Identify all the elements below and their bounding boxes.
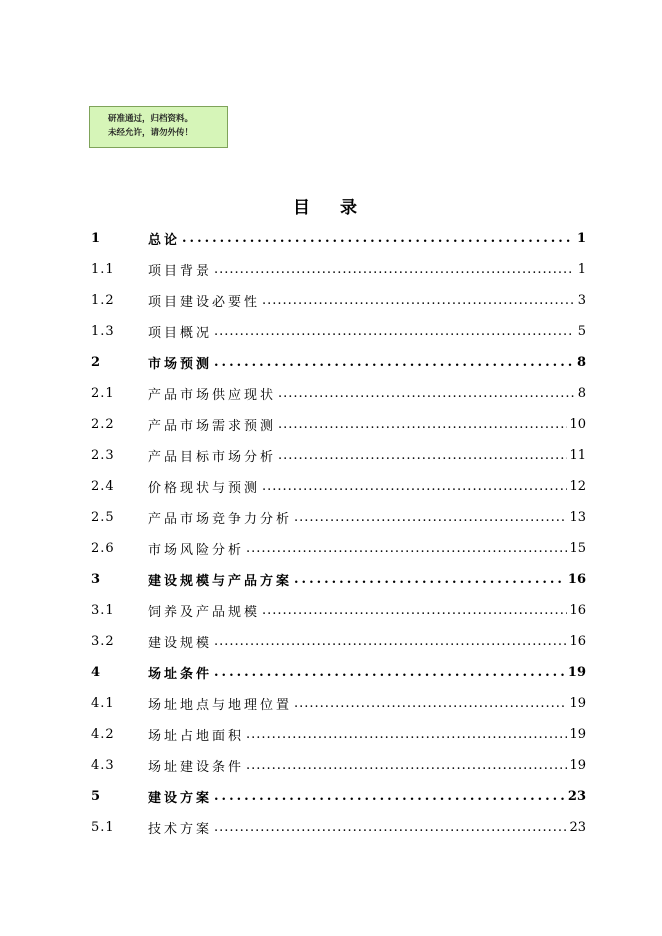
toc-entry-page: 1 xyxy=(577,262,586,277)
toc-leader-dots xyxy=(262,293,574,308)
toc-entry-page: 13 xyxy=(569,510,586,525)
toc-entry-title: 场址占地面积 xyxy=(148,729,245,744)
toc-section-entry[interactable] xyxy=(91,409,586,440)
table-of-contents xyxy=(91,223,586,843)
toc-section-entry[interactable] xyxy=(91,471,586,502)
toc-entry-page: 16 xyxy=(569,634,586,649)
toc-entry-title: 产品市场需求预测 xyxy=(148,419,277,434)
toc-entry-number: 1.1 xyxy=(91,262,115,277)
toc-leader-dots xyxy=(214,820,567,835)
toc-entry-number: 3 xyxy=(91,572,102,587)
toc-entry-number: 3.2 xyxy=(91,634,115,649)
toc-entry-title: 饲养及产品规模 xyxy=(148,605,261,620)
toc-leader-dots xyxy=(262,603,567,618)
toc-entry-title: 总论 xyxy=(148,233,181,248)
toc-entry-title: 场址建设条件 xyxy=(148,760,245,775)
toc-leader-dots xyxy=(246,541,567,556)
toc-chapter-entry[interactable] xyxy=(91,223,586,254)
toc-section-entry[interactable] xyxy=(91,502,586,533)
toc-leader-dots xyxy=(182,231,574,246)
toc-section-entry[interactable] xyxy=(91,688,586,719)
toc-entry-title: 价格现状与预测 xyxy=(148,481,261,496)
toc-leader-dots xyxy=(262,479,567,494)
toc-entry-page: 19 xyxy=(567,665,586,680)
toc-entry-title: 产品目标市场分析 xyxy=(148,450,277,465)
toc-entry-number: 1.3 xyxy=(91,324,115,339)
toc-entry-title: 场址条件 xyxy=(148,667,213,682)
toc-entry-number: 4.3 xyxy=(91,758,115,773)
toc-entry-number: 4.1 xyxy=(91,696,115,711)
toc-entry-title: 项目建设必要性 xyxy=(148,295,261,310)
toc-leader-dots xyxy=(246,758,567,773)
toc-leader-dots xyxy=(294,572,566,587)
toc-entry-number: 2.4 xyxy=(91,479,115,494)
toc-section-entry[interactable] xyxy=(91,750,586,781)
toc-entry-number: 2.5 xyxy=(91,510,115,525)
toc-entry-number: 1 xyxy=(91,231,102,246)
toc-section-entry[interactable] xyxy=(91,285,586,316)
toc-section-entry[interactable] xyxy=(91,254,586,285)
toc-chapter-entry[interactable] xyxy=(91,657,586,688)
toc-leader-dots xyxy=(214,634,567,649)
toc-entry-title: 建设方案 xyxy=(148,791,213,806)
toc-chapter-entry[interactable] xyxy=(91,564,586,595)
toc-chapter-entry[interactable] xyxy=(91,347,586,378)
toc-entry-page: 15 xyxy=(569,541,586,556)
toc-entry-title: 建设规模与产品方案 xyxy=(148,574,293,589)
toc-leader-dots xyxy=(294,510,567,525)
toc-section-entry[interactable] xyxy=(91,378,586,409)
toc-leader-dots xyxy=(246,727,567,742)
toc-leader-dots xyxy=(214,262,574,277)
toc-entry-page: 12 xyxy=(569,479,586,494)
toc-entry-title: 市场预测 xyxy=(148,357,213,372)
toc-entry-page: 19 xyxy=(569,727,586,742)
toc-entry-page: 23 xyxy=(569,820,586,835)
toc-entry-number: 2.6 xyxy=(91,541,115,556)
toc-entry-title: 项目概况 xyxy=(148,326,213,341)
toc-section-entry[interactable] xyxy=(91,440,586,471)
toc-entry-title: 产品市场竞争力分析 xyxy=(148,512,293,527)
toc-entry-page: 16 xyxy=(569,603,586,618)
toc-entry-number: 1.2 xyxy=(91,293,115,308)
toc-entry-title: 项目背景 xyxy=(148,264,213,279)
page-title: 目 录 xyxy=(293,198,369,218)
watermark-stamp xyxy=(89,106,228,148)
toc-entry-number: 4.2 xyxy=(91,727,115,742)
toc-leader-dots xyxy=(214,324,574,339)
toc-entry-title: 建设规模 xyxy=(148,636,213,651)
toc-leader-dots xyxy=(214,789,566,804)
toc-entry-number: 5.1 xyxy=(91,820,115,835)
toc-section-entry[interactable] xyxy=(91,812,586,843)
toc-section-entry[interactable] xyxy=(91,316,586,347)
toc-section-entry[interactable] xyxy=(91,719,586,750)
toc-leader-dots xyxy=(278,448,567,463)
toc-entry-number: 2.3 xyxy=(91,448,115,463)
toc-entry-number: 4 xyxy=(91,665,102,680)
toc-entry-number: 2.1 xyxy=(91,386,115,401)
toc-entry-number: 5 xyxy=(91,789,102,804)
toc-entry-title: 市场风险分析 xyxy=(148,543,245,558)
toc-entry-title: 产品市场供应现状 xyxy=(148,388,277,403)
toc-entry-title: 场址地点与地理位置 xyxy=(148,698,293,713)
toc-entry-title: 技术方案 xyxy=(148,822,213,837)
toc-leader-dots xyxy=(278,417,567,432)
toc-section-entry[interactable] xyxy=(91,595,586,626)
stamp-line-2: 未经允许，请勿外传！ xyxy=(108,128,194,138)
toc-leader-dots xyxy=(278,386,574,401)
toc-entry-page: 8 xyxy=(576,355,586,370)
toc-entry-page: 5 xyxy=(577,324,586,339)
toc-entry-page: 11 xyxy=(569,448,586,463)
toc-chapter-entry[interactable] xyxy=(91,781,586,812)
toc-entry-page: 8 xyxy=(577,386,586,401)
toc-entry-number: 3.1 xyxy=(91,603,115,618)
toc-leader-dots xyxy=(214,355,574,370)
toc-entry-page: 1 xyxy=(576,231,586,246)
toc-entry-number: 2.2 xyxy=(91,417,115,432)
toc-section-entry[interactable] xyxy=(91,533,586,564)
toc-entry-page: 19 xyxy=(569,696,586,711)
toc-entry-page: 3 xyxy=(577,293,586,308)
toc-entry-page: 23 xyxy=(567,789,586,804)
toc-section-entry[interactable] xyxy=(91,626,586,657)
toc-entry-page: 10 xyxy=(569,417,586,432)
toc-entry-number: 2 xyxy=(91,355,102,370)
toc-leader-dots xyxy=(214,665,566,680)
toc-entry-page: 19 xyxy=(569,758,586,773)
toc-leader-dots xyxy=(294,696,567,711)
stamp-line-1: 研准通过，归档资料。 xyxy=(108,114,194,124)
toc-entry-page: 16 xyxy=(567,572,586,587)
